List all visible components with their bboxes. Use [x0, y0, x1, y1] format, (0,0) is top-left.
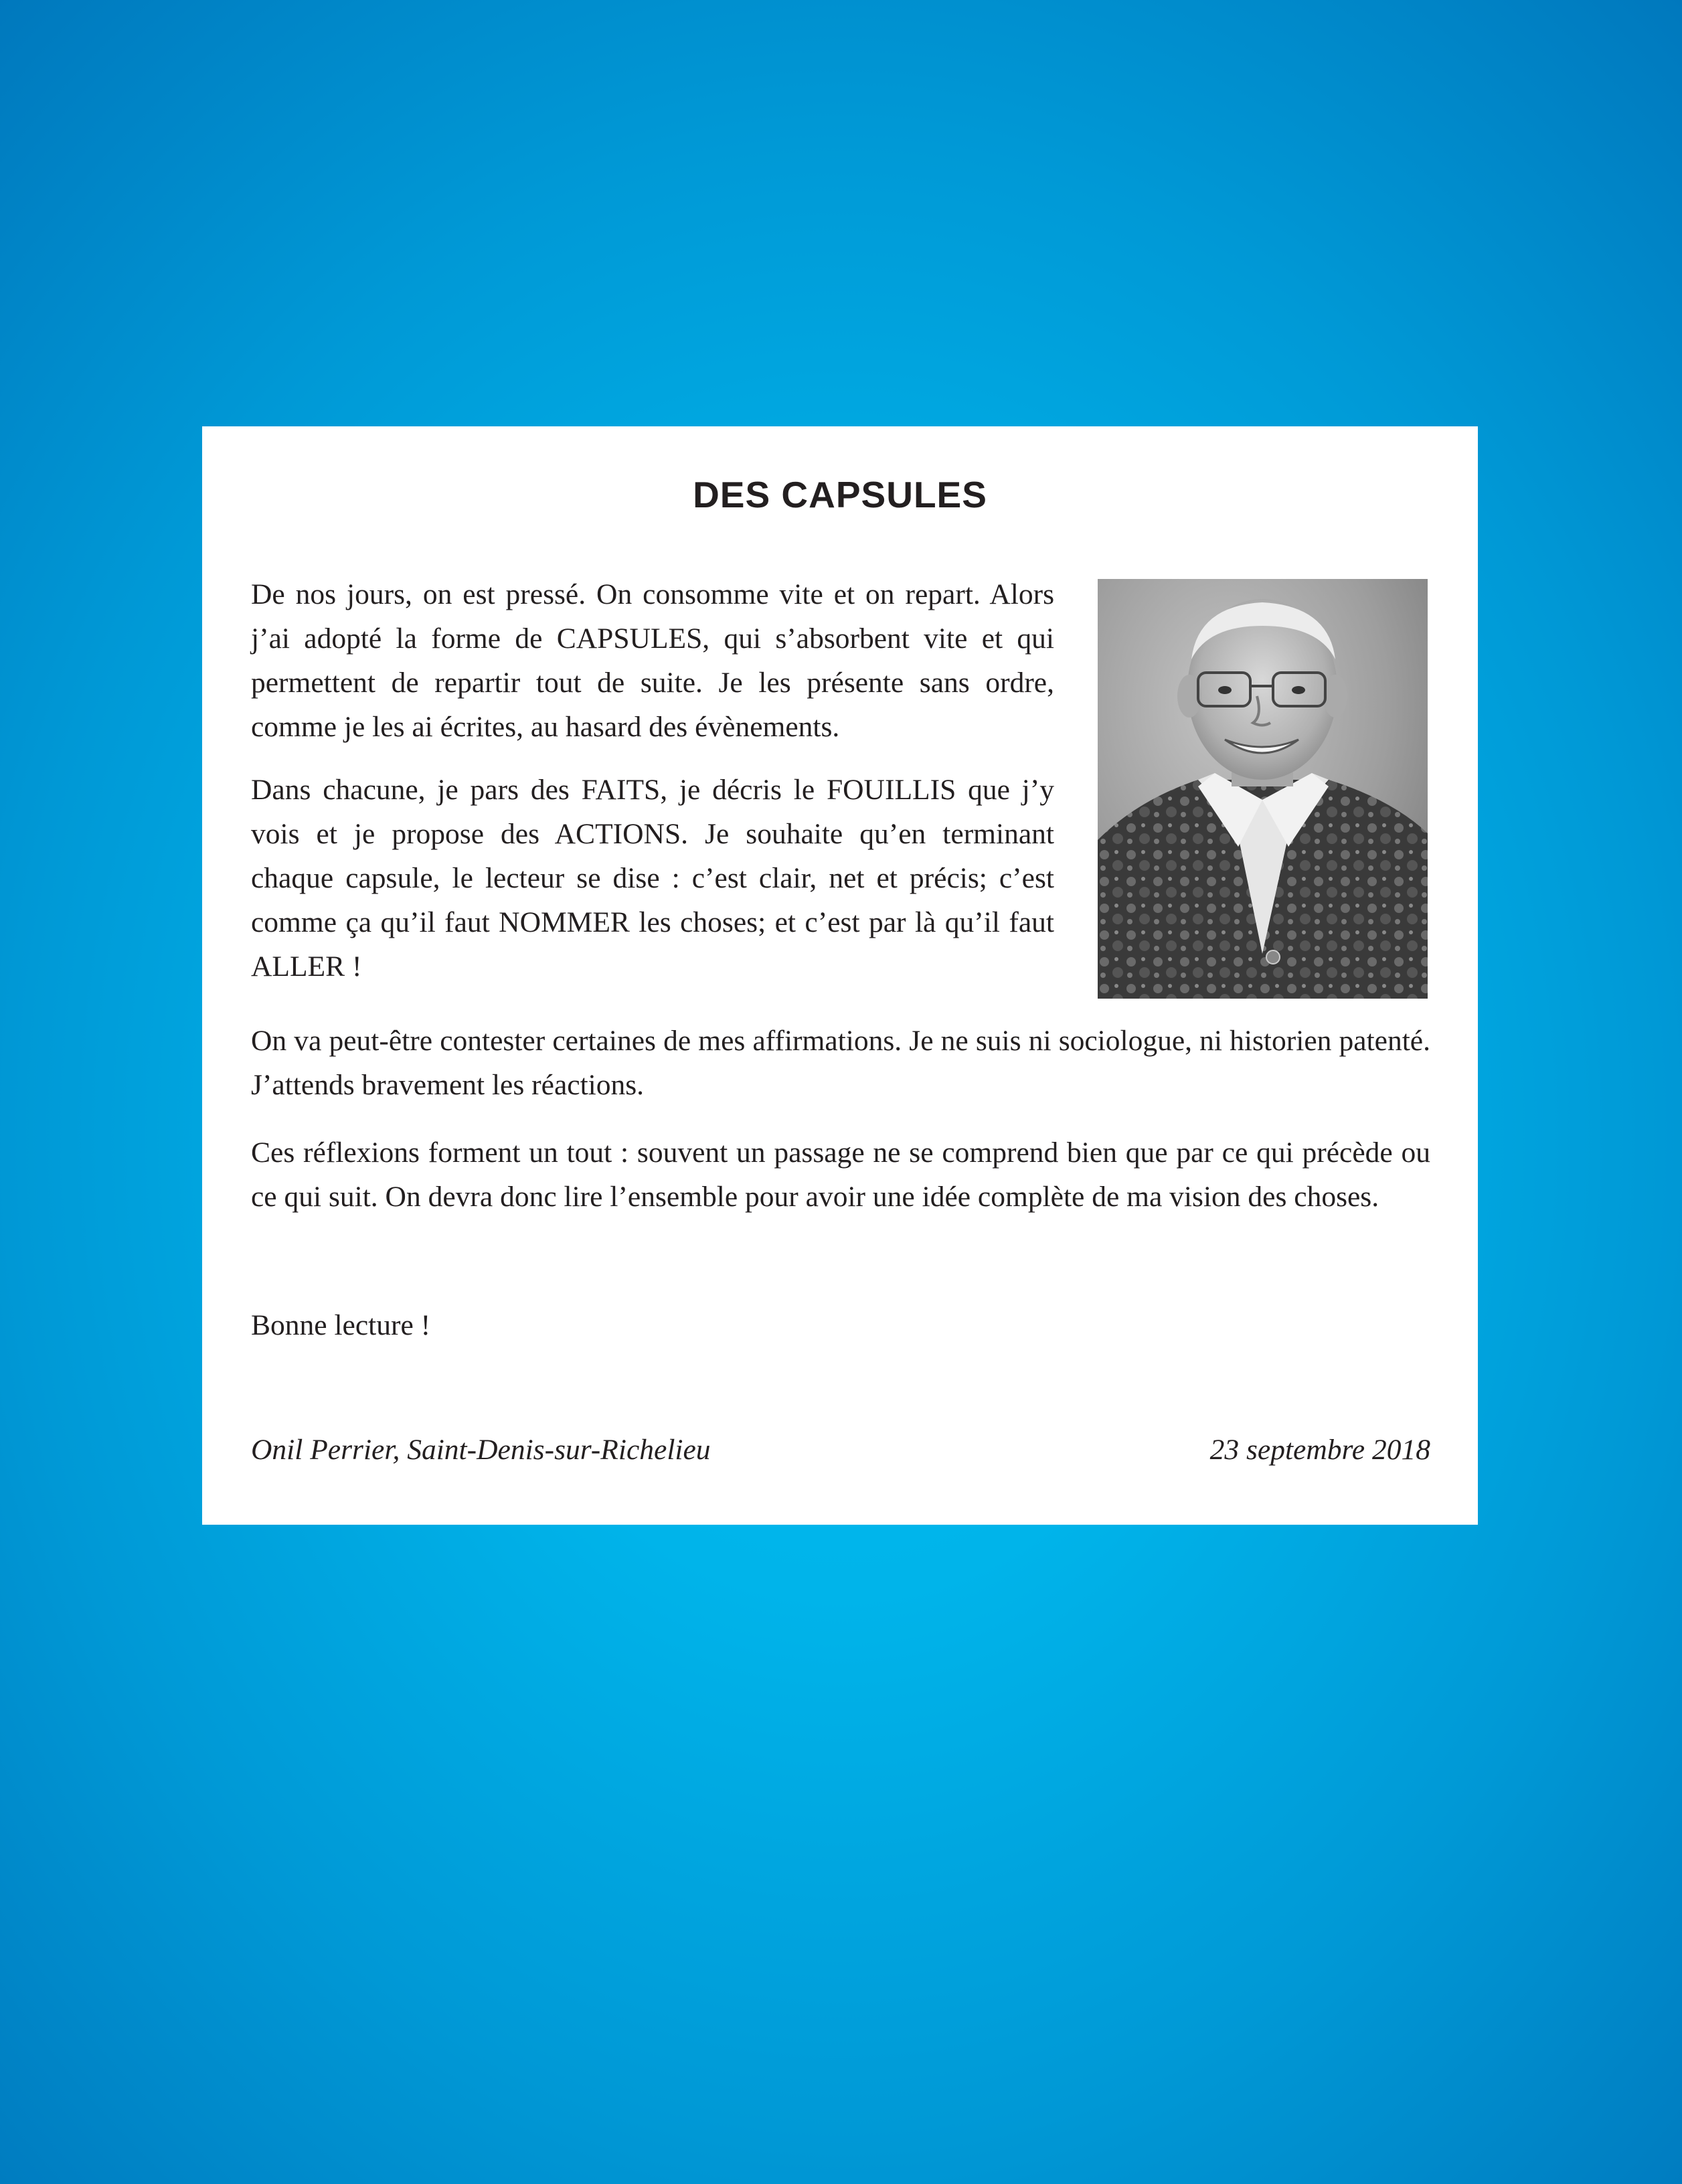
paragraph-disclaimer: On va peut-être contester certaines de mes affirmations. Je ne suis ni sociologue, ni historien patenté. J’attends bravement les réactions.	[251, 1025, 1430, 1101]
content-card	[202, 426, 1478, 1525]
author-photo	[1098, 579, 1428, 999]
author-signature: Onil Perrier, Saint-Denis-sur-Richelieu	[251, 1434, 711, 1466]
paragraph-method: Dans chacune, je pars des FAITS, je décris le FOUILLIS que j’y vois et je propose des ACTIONS. Je souhaite qu’en terminant chaque capsule, le lecteur se dise : c’est clair, net et précis; c’est comme ça qu’il faut NOMMER les choses; et c’est par là qu’il faut ALLER !	[251, 774, 1054, 983]
page-title: DES CAPSULES	[693, 474, 987, 515]
signature-date: 23 septembre 2018	[1209, 1434, 1430, 1466]
paragraph-closing: Bonne lecture !	[251, 1309, 431, 1341]
paragraph-intro: De nos jours, on est pressé. On consomme vite et on repart. Alors j’ai adopté la forme de CAPSULES, qui s’absorbent vite et qui permettent de repartir tout de suite. Je les présente sans ordre, comme je les ai écrites, au hasard des évènements.	[251, 578, 1054, 743]
paragraph-reading-advice: Ces réflexions forment un tout : souvent un passage ne se comprend bien que par ce qui précède ou ce qui suit. On devra donc lire l’ensemble pour avoir une idée complète de ma vision des choses.	[251, 1137, 1430, 1213]
